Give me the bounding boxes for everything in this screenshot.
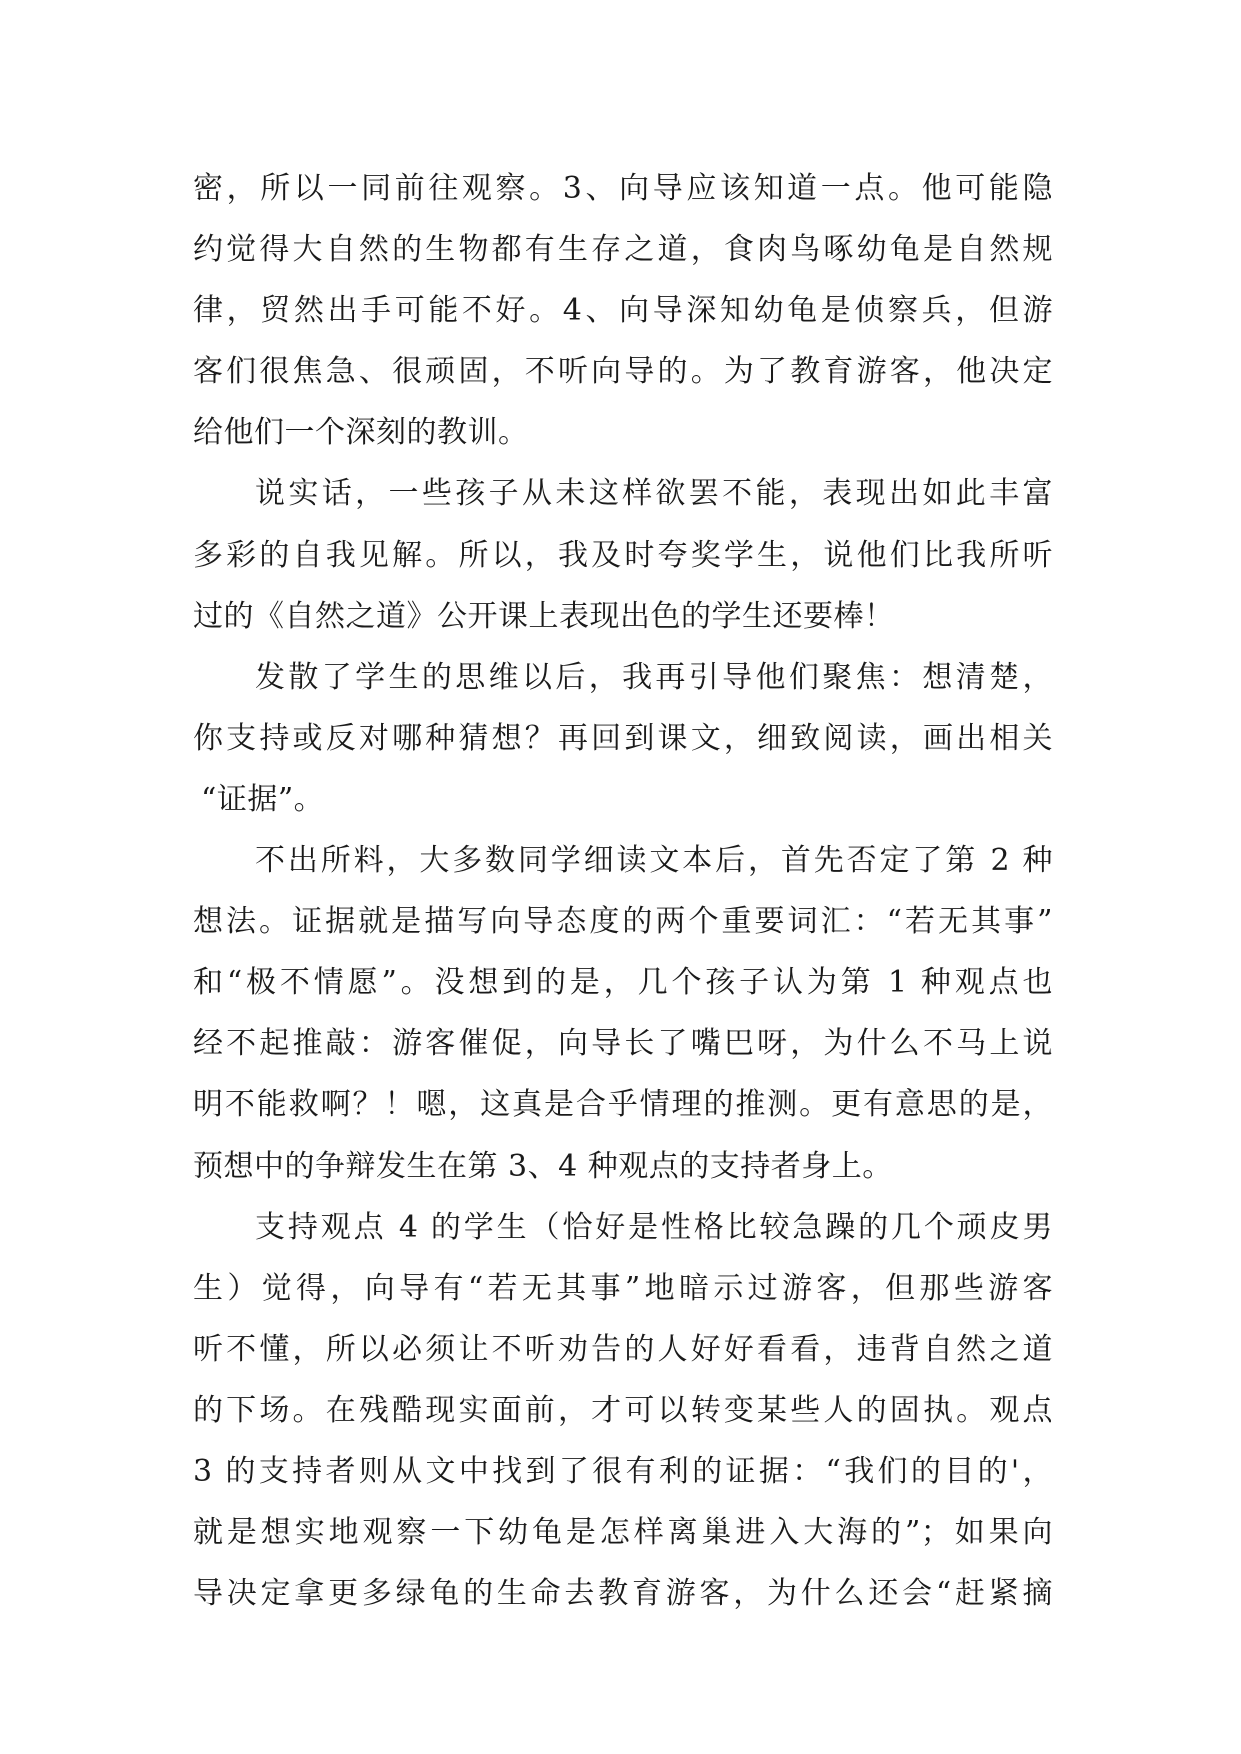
text-line: 导决定拿更多绿龟的生命去教育游客，为什么还会“赶紧摘 [193, 1576, 1053, 1612]
text-line: 预想中的争辩发生在第 3、4 种观点的支持者身上。 [193, 1148, 893, 1184]
text-line: 发散了学生的思维以后，我再引导他们聚焦：想清楚， [255, 659, 1053, 695]
text-line: 3 的支持者则从文中找到了很有利的证据：“我们的目的'， [193, 1453, 1053, 1489]
text-line: 给他们一个深刻的教训。 [193, 415, 529, 451]
text-line: 过的《自然之道》公开课上表现出色的学生还要棒！ [193, 598, 895, 634]
text-line: 客们很焦急、很顽固，不听向导的。为了教育游客，他决定 [193, 354, 1053, 390]
text-line: 说实话，一些孩子从未这样欲罢不能，表现出如此丰富 [255, 476, 1053, 512]
text-line: 生）觉得，向导有“若无其事”地暗示过游客，但那些游客 [193, 1270, 1053, 1306]
text-line: 听不懂，所以必须让不听劝告的人好好看看，违背自然之道 [193, 1331, 1053, 1367]
text-line: 你支持或反对哪种猜想？再回到课文，细致阅读，画出相关 [193, 720, 1053, 756]
text-line: 约觉得大自然的生物都有生存之道，食肉鸟啄幼龟是自然规 [193, 232, 1053, 268]
text-line: 的下场。在残酷现实面前，才可以转变某些人的固执。观点 [193, 1392, 1053, 1428]
text-line: 支持观点 4 的学生（恰好是性格比较急躁的几个顽皮男 [255, 1209, 1053, 1245]
text-line: “证据”。 [201, 781, 325, 817]
text-line: 经不起推敲：游客催促，向导长了嘴巴呀，为什么不马上说 [193, 1026, 1053, 1062]
text-line: 就是想实地观察一下幼龟是怎样离巢进入大海的”；如果向 [193, 1515, 1053, 1551]
text-line: 想法。证据就是描写向导态度的两个重要词汇：“若无其事” [193, 904, 1053, 940]
text-line: 明不能救啊？！嗯，这真是合乎情理的推测。更有意思的是， [193, 1087, 1053, 1123]
document-body [193, 158, 1053, 1624]
text-line: 不出所料，大多数同学细读文本后，首先否定了第 2 种 [255, 843, 1053, 879]
text-line: 律，贸然出手可能不好。4、向导深知幼龟是侦察兵，但游 [193, 293, 1053, 329]
text-line: 密，所以一同前往观察。3、向导应该知道一点。他可能隐 [193, 171, 1053, 206]
text-line: 和“极不情愿”。没想到的是，几个孩子认为第 1 种观点也 [193, 965, 1053, 1001]
text-line: 多彩的自我见解。所以，我及时夸奖学生，说他们比我所听 [193, 537, 1053, 573]
